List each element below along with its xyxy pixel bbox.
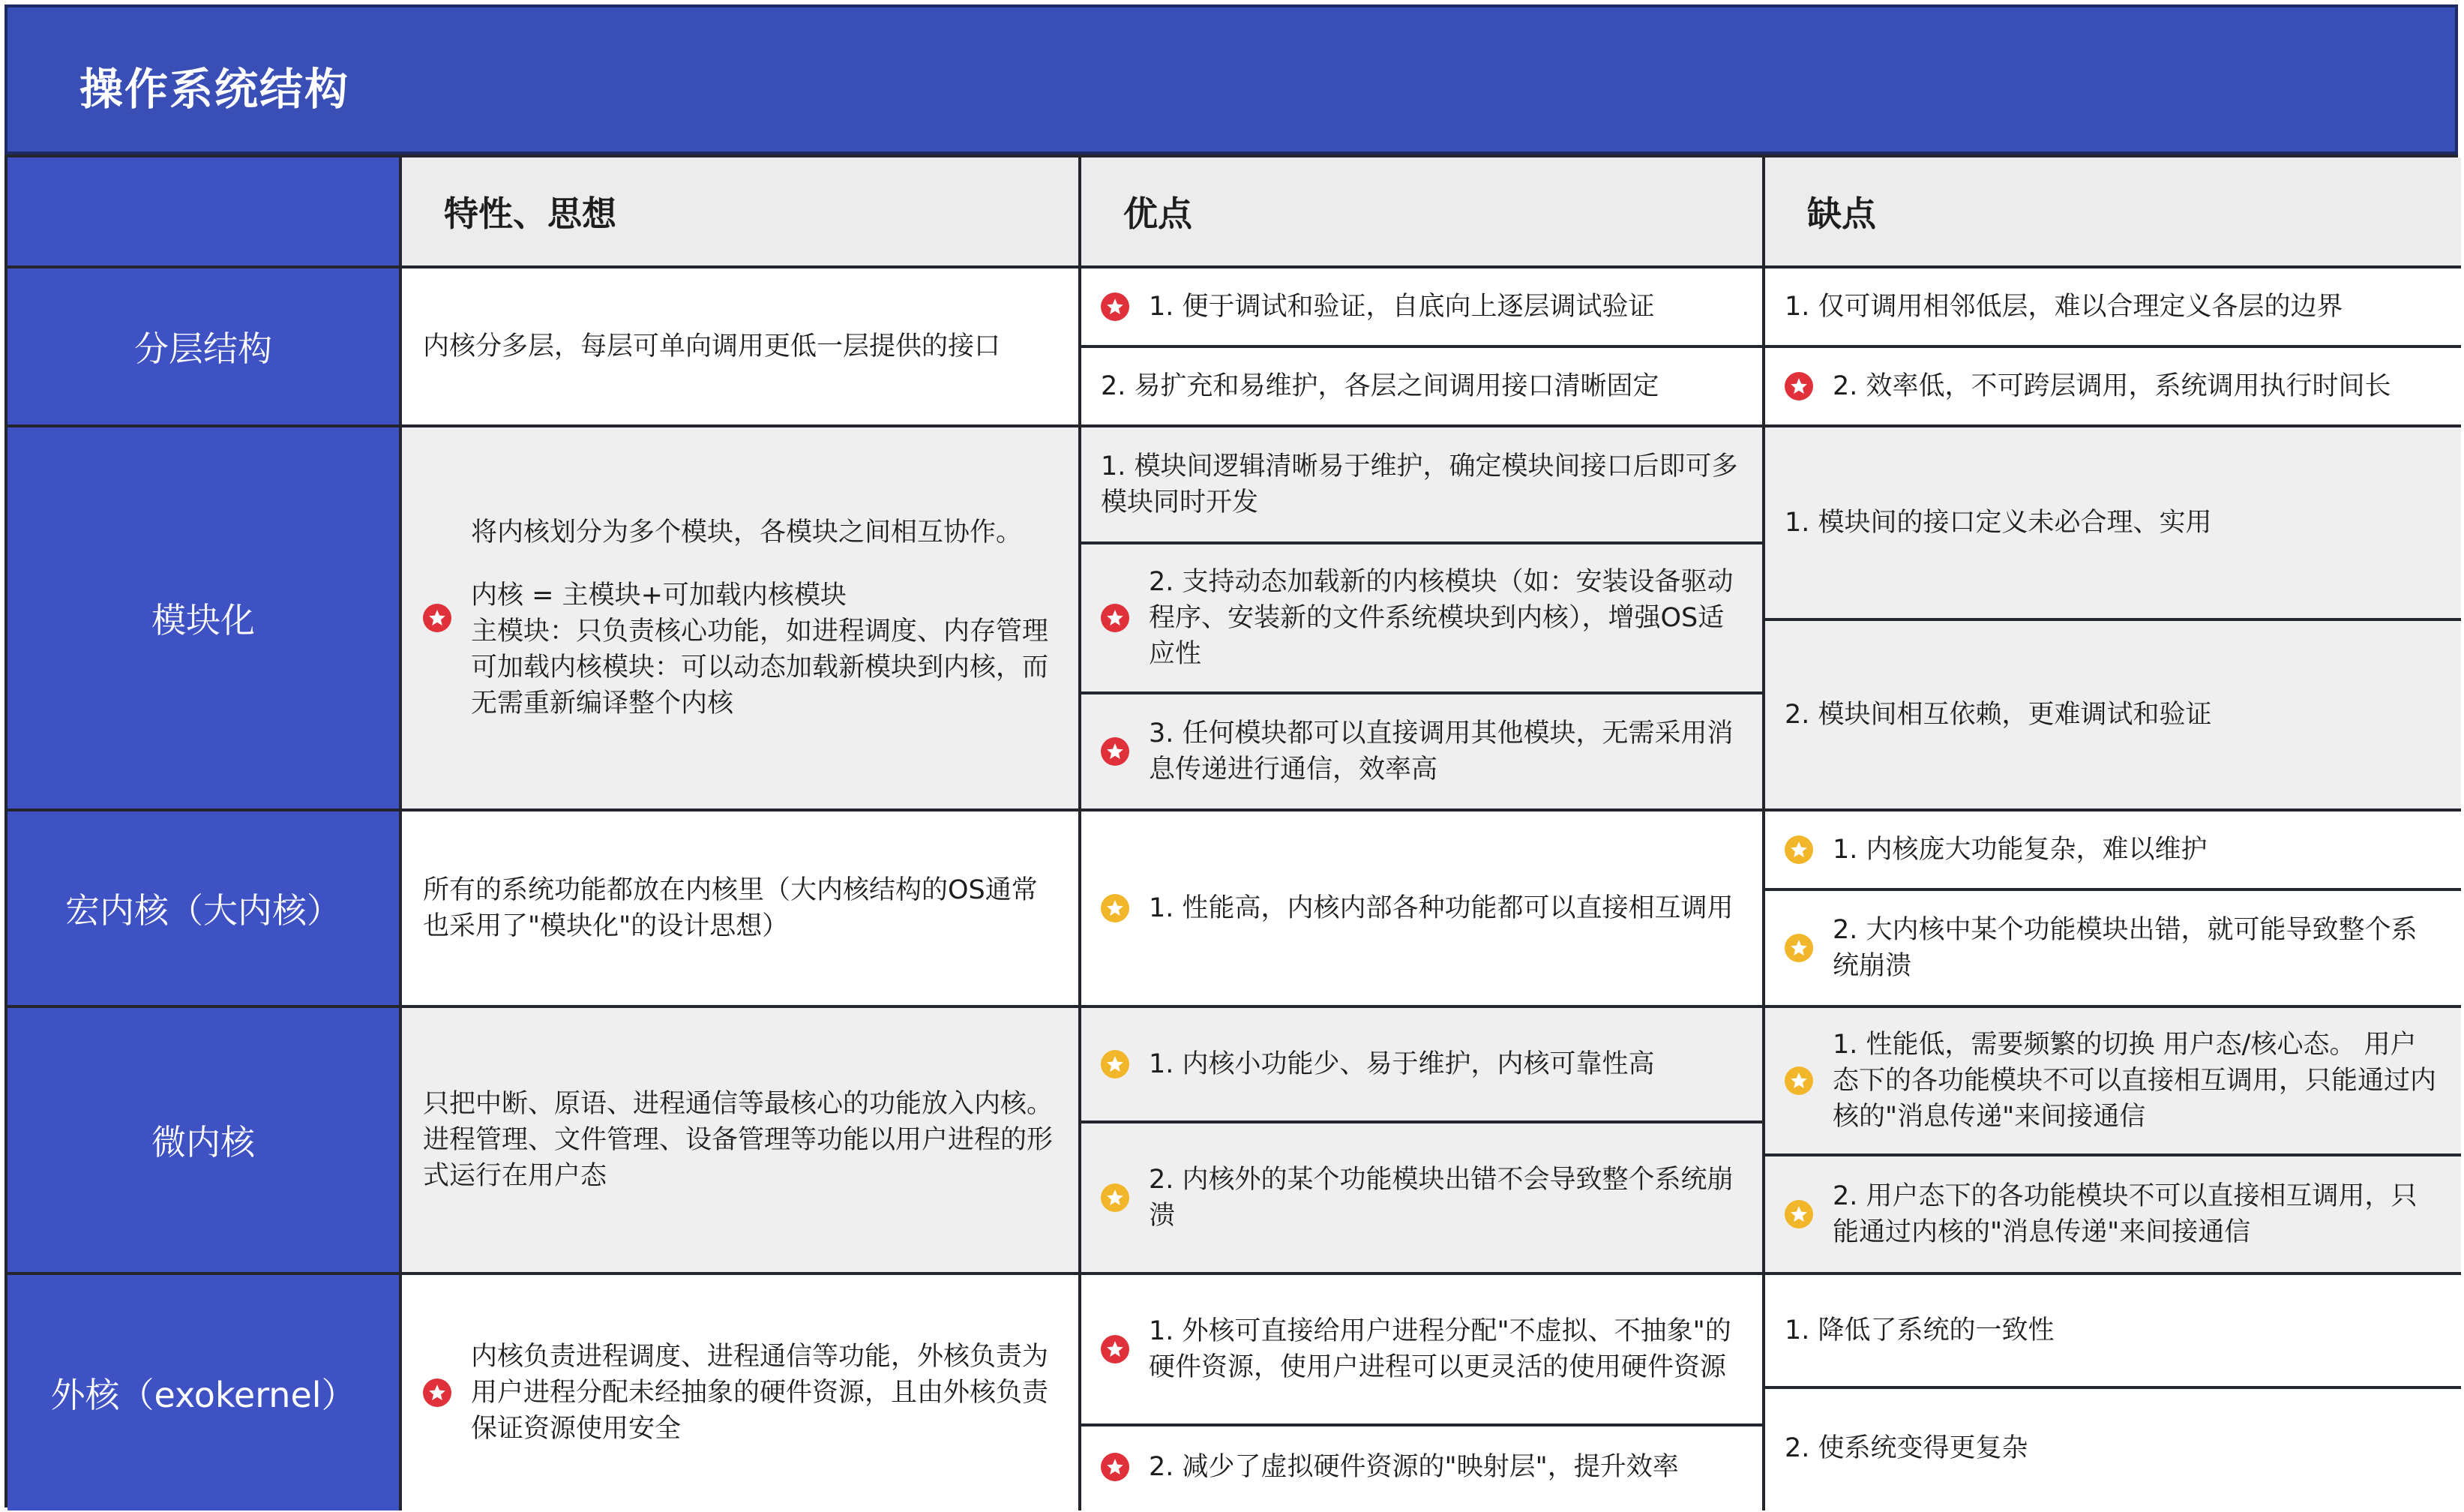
star-icon	[1101, 1335, 1129, 1364]
con-text: 2. 使系统变得更复杂	[1785, 1433, 2028, 1463]
row-label-monolithic	[7, 812, 402, 1008]
con-text: 1. 性能低，需要频繁的切换 用户态/核心态。 用户态下的各功能模块不可以直接相互调用，只能通过内核的"消息传递"来间接通信	[1833, 1030, 2437, 1132]
cons-cell-microkernel	[1765, 1008, 2461, 1275]
row-label-exokernel	[7, 1275, 402, 1510]
header-cons	[1765, 158, 2461, 268]
star-icon	[423, 604, 451, 632]
star-icon	[1101, 1050, 1129, 1078]
feature-text	[471, 514, 1057, 722]
star-icon	[1785, 934, 1813, 962]
feature-cell-layered	[402, 268, 1081, 428]
star-icon	[1101, 604, 1129, 632]
star-icon	[1785, 836, 1813, 864]
pro-text: 1. 性能高，内核内部各种功能都可以直接相互调用	[1149, 893, 1734, 923]
header-cons-label: 缺点	[1807, 194, 1876, 234]
feature-paragraph: 主模块：只负责核心功能，如进程调度、内存管理	[471, 616, 1049, 646]
star-icon	[1101, 1453, 1129, 1481]
con-item	[1765, 812, 2461, 891]
row-label-text: 外核（exokernel）	[50, 1375, 356, 1415]
con-text: 2. 效率低，不可跨层调用，系统调用执行时间长	[1833, 371, 2391, 401]
feature-paragraph: 内核 = 主模块+可加载内核模块	[471, 580, 847, 610]
row-label-text: 宏内核（大内核）	[65, 890, 341, 931]
pro-item	[1081, 268, 1762, 348]
pros-cell-layered	[1081, 268, 1765, 428]
title-bar	[4, 4, 2458, 154]
page-title: 操作系统结构	[79, 64, 350, 115]
header-feature	[402, 158, 1081, 268]
pros-cell-exokernel	[1081, 1275, 1765, 1510]
feature-cell-monolithic	[402, 812, 1081, 1008]
corner-cell	[7, 158, 402, 268]
con-text: 1. 内核庞大功能复杂，难以维护	[1833, 835, 2208, 865]
cons-cell-modular	[1765, 428, 2461, 812]
con-item	[1765, 1389, 2461, 1508]
con-item	[1765, 1275, 2461, 1389]
feature-text: 只把中断、原语、进程通信等最核心的功能放入内核。进程管理、文件管理、设备管理等功能以用户进程的形式运行在用户态	[423, 1089, 1054, 1191]
con-item	[1765, 428, 2461, 621]
con-text: 1. 仅可调用相邻低层，难以合理定义各层的边界	[1785, 292, 2343, 322]
header-pros-label: 优点	[1123, 194, 1192, 234]
feature-paragraph: 将内核划分为多个模块，各模块之间相互协作。	[471, 518, 1023, 548]
pro-text: 2. 内核外的某个功能模块出错不会导致整个系统崩溃	[1149, 1165, 1734, 1231]
con-text: 2. 模块间相互依赖，更难调试和验证	[1785, 700, 2212, 730]
pro-item	[1081, 1426, 1762, 1508]
star-icon	[1101, 894, 1129, 922]
pro-item	[1081, 348, 1762, 424]
cons-cell-exokernel	[1765, 1275, 2461, 1510]
feature-cell-modular	[402, 428, 1081, 812]
con-text: 1. 降低了系统的一致性	[1785, 1316, 2055, 1346]
con-item	[1765, 621, 2461, 808]
con-item	[1765, 348, 2461, 424]
cons-cell-monolithic	[1765, 812, 2461, 1008]
star-icon	[1785, 372, 1813, 400]
pro-text: 1. 外核可直接给用户进程分配"不虚拟、不抽象"的硬件资源，使用户进程可以更灵活的使用硬件资源	[1149, 1316, 1731, 1382]
star-icon	[1785, 1200, 1813, 1228]
pro-text: 1. 内核小功能少、易于维护，内核可靠性高	[1149, 1049, 1655, 1079]
pro-item	[1081, 1008, 1762, 1124]
pro-item	[1081, 694, 1762, 808]
star-icon	[1101, 737, 1129, 766]
star-icon	[1101, 292, 1129, 321]
header-pros	[1081, 158, 1765, 268]
row-label-microkernel	[7, 1008, 402, 1275]
pro-text: 1. 模块间逻辑清晰易于维护，确定模块间接口后即可多模块同时开发	[1101, 452, 1738, 518]
con-text: 2. 大内核中某个功能模块出错，就可能导致整个系统崩溃	[1833, 915, 2418, 981]
row-label-modular	[7, 428, 402, 812]
row-label-layered	[7, 268, 402, 428]
pro-item	[1081, 1275, 1762, 1426]
pros-cell-microkernel	[1081, 1008, 1765, 1275]
feature-text: 所有的系统功能都放在内核里（大内核结构的OS通常也采用了"模块化"的设计思想）	[423, 875, 1038, 941]
row-label-text: 分层结构	[134, 328, 272, 369]
con-item	[1765, 891, 2461, 1005]
con-item	[1765, 1008, 2461, 1156]
header-feature-label: 特性、思想	[444, 194, 616, 234]
pro-text: 3. 任何模块都可以直接调用其他模块，无需采用消息传递进行通信，效率高	[1149, 718, 1734, 784]
pro-text: 2. 易扩充和易维护，各层之间调用接口清晰固定	[1101, 371, 1659, 401]
row-label-text: 模块化	[151, 600, 255, 640]
feature-paragraph: 可加载内核模块：可以动态加载新模块到内核，而无需重新编译整个内核	[471, 652, 1049, 718]
feature-cell-microkernel	[402, 1008, 1081, 1275]
cons-cell-layered	[1765, 268, 2461, 428]
feature-text: 内核负责进程调度、进程通信等功能，外核负责为用户进程分配未经抽象的硬件资源，且由外核负责保证资源使用安全	[471, 1342, 1049, 1444]
star-icon	[1785, 1066, 1813, 1095]
con-text: 2. 用户态下的各功能模块不可以直接相互调用，只能通过内核的"消息传递"来间接通信	[1833, 1181, 2418, 1247]
pro-text: 2. 减少了虚拟硬件资源的"映射层"，提升效率	[1149, 1452, 1679, 1482]
star-icon	[423, 1378, 451, 1407]
pros-cell-modular	[1081, 428, 1765, 812]
feature-text: 内核分多层，每层可单向调用更低一层提供的接口	[423, 332, 1001, 362]
structure-table	[4, 154, 2458, 1508]
star-icon	[1101, 1184, 1129, 1212]
pro-text: 2. 支持动态加载新的内核模块（如：安装设备驱动程序、安装新的文件系统模块到内核），增强OS适应性	[1149, 567, 1734, 669]
feature-cell-exokernel	[402, 1275, 1081, 1510]
con-text: 1. 模块间的接口定义未必合理、实用	[1785, 508, 2212, 538]
pro-item	[1081, 428, 1762, 544]
row-label-text: 微内核	[151, 1122, 255, 1162]
con-item	[1765, 268, 2461, 348]
pro-text: 1. 便于调试和验证，自底向上逐层调试验证	[1149, 292, 1655, 322]
pro-item	[1081, 812, 1762, 1005]
pro-item	[1081, 1124, 1762, 1272]
pro-item	[1081, 544, 1762, 694]
pros-cell-monolithic	[1081, 812, 1765, 1008]
con-item	[1765, 1156, 2461, 1272]
